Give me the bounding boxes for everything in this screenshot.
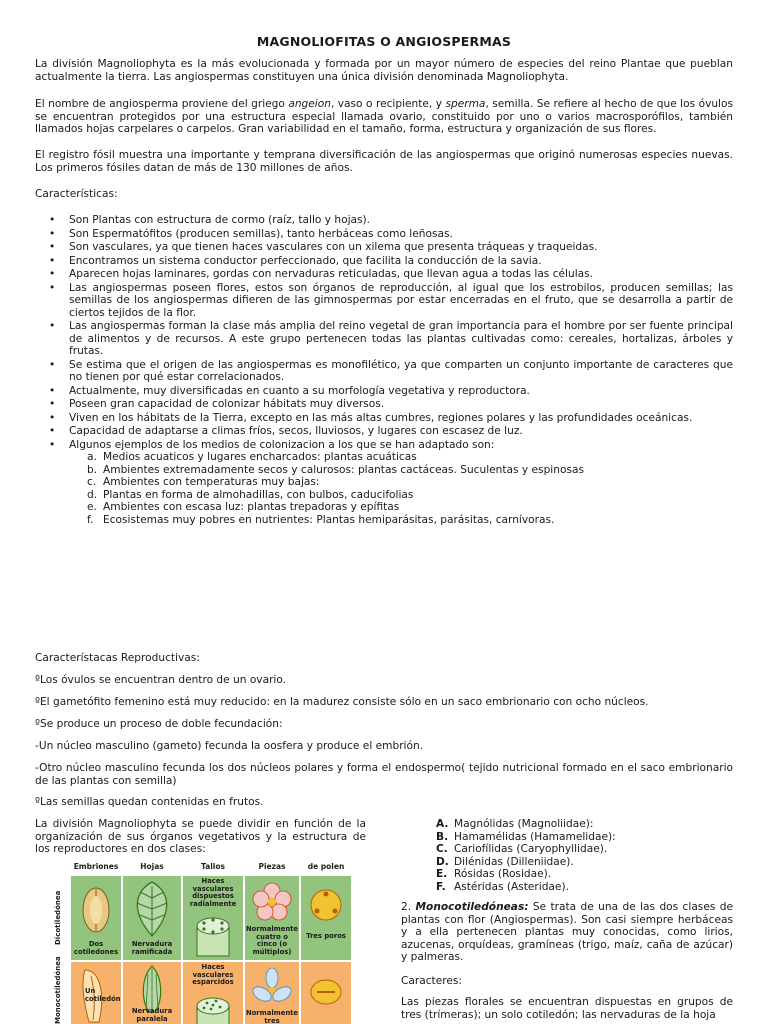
list-item: • Las angiospermas poseen flores, estos son órganos de reproducción, al igual que los estrobilos, producen semillas; las semillas de los angiospermas difieren de las gimnospermas por estar encerradas en el fruto, que se desarrolla a partir de ciertos tejidos de la flor. xyxy=(49,281,733,319)
list-item: D. Dilénidas (Dilleniidae). xyxy=(436,855,574,868)
list-item: A. Magnólidas (Magnoliidae): xyxy=(436,818,594,830)
stem-scattered-bundles-icon xyxy=(183,996,243,1024)
subclass-list xyxy=(436,818,736,893)
list-item: • Encontramos un sistema conductor perfeccionado, que facilita la conducción de la savia. xyxy=(49,254,542,267)
monocot-paragraph: 2. Monocotiledóneas: Se trata de una de las dos clases de plantas con flor (Angiospermas). Son casi siempre herbáceas y a ella pertenecen plantas muy conocidas, como lirios, azucenas, orquídeas, gramíneas (trigo, maíz, caña de azúcar) y palmeras. xyxy=(401,901,733,963)
row-label-dicot: Dicotiledónea xyxy=(54,890,62,946)
cell-dicot-embryo: Dos cotiledones xyxy=(70,875,122,961)
list-item: F. Astéridas (Asteridae). xyxy=(436,880,569,893)
fossil-paragraph: El registro fósil muestra una importante y temprana diversificación de las angiospermas que originó numerosas especies nuevas. Los primeros fósiles datan de más de 130 millones de años. xyxy=(35,149,733,174)
tricolpate-pollen-icon xyxy=(301,880,351,930)
figure-header: Hojas xyxy=(140,862,164,871)
reproductive-line: -Un núcleo masculino (gameto) fecunda la oosfera y produce el embrión. xyxy=(35,740,424,752)
sublist-item: d. Plantas en forma de almohadillas, con bulbos, caducifolias xyxy=(87,488,414,501)
reproductive-heading: Característacas Reproductivas: xyxy=(35,652,200,664)
list-item-colonization: • Algunos ejemplos de los medios de colonizacion a los que se han adaptado son: a. Medios acuaticos y lugares encharcados: plantas acuáticas b. Ambientes extremadamente secos y calurosos: plantas cactáceas. Suculentas y espinosas c. Ambientes con temperaturas muy bajas: d. Plantas en forma de almohadillas, con bulbos, caducifolias e. Ambientes con escasa luz: plantas trepadoras y epífitas f. Ecosistemas muy pobres en nutrientes: Plantas hemiparásitas, parásitas, carnívoras. xyxy=(35,439,733,527)
monocolpate-pollen-icon xyxy=(301,972,351,1012)
cell-monocot-stem: Haces vasculares esparcidos xyxy=(182,961,244,1024)
reproductive-line: ºSe produce un proceso de doble fecundación: xyxy=(35,718,283,730)
sublist-item: e. Ambientes con escasa luz: plantas trepadoras y epífitas xyxy=(87,501,400,513)
dicot-monocot-figure xyxy=(52,861,352,1024)
five-petal-flower-icon xyxy=(245,878,299,928)
cell-dicot-pollen: Tres poros xyxy=(300,875,352,961)
greek-word-sperma: sperma xyxy=(445,98,486,110)
net-veined-leaf-icon xyxy=(123,878,181,942)
row-label-monocot: Monocotiledónea xyxy=(54,956,62,1024)
reproductive-line: ºLas semillas quedan contenidas en frutos. xyxy=(35,796,264,808)
sublist-item: a. Medios acuaticos y lugares encharcados: plantas acuáticas xyxy=(87,451,417,463)
cell-monocot-leaf: Nervadura paralela xyxy=(122,961,182,1024)
stem-radial-bundles-icon xyxy=(183,914,243,958)
list-item: • Viven en los hábitats de la Tierra, excepto en las más altas cumbres, regiones polares y las profundidades oceánicas. xyxy=(49,411,693,424)
division-paragraph: La división Magnoliophyta se puede dividir en función de la organización de sus órganos vegetativos y la estructura de los reproductores en dos clases: xyxy=(35,818,366,855)
characteristics-list xyxy=(35,214,733,527)
sublist-item: c. Ambientes con temperaturas muy bajas: xyxy=(87,476,320,488)
list-item: • Son Plantas con estructura de cormo (raíz, tallo y hojas). xyxy=(49,214,371,226)
figure-header: Piezas xyxy=(258,862,286,871)
figure-header: Embriones xyxy=(73,862,119,871)
list-item: B. Hamamélidas (Hamamelidae): xyxy=(436,830,616,843)
list-item: • Las angiospermas forman la clase más amplia del reino vegetal de gran importancia para el hombre por ser fuente principal de alimentos y de recursos. A este grupo pertenecen todas las plantas cultivadas como: cereales, hortalizas, árboles y frutas. xyxy=(49,320,733,357)
two-cotyledon-icon xyxy=(71,880,121,940)
reproductive-line: -Otro núcleo masculino fecunda los dos núcleos polares y forma el endospermo( tejido nutricional formado en el saco embrionario de las plantas con semilla) xyxy=(35,762,733,787)
monocot-term: Monocotiledóneas: xyxy=(415,901,529,913)
etymology-paragraph: El nombre de angiosperma proviene del griego angeion, vaso o recipiente, y sperma, semilla. Se refiere al hecho de que los óvulos se encuentran protegidos por una estructura especial llamada ovario, constituido por uno o varios macrosporófilos, también llamados hojas carpelares o carpelos. Gran variabilidad en el tamaño, forma, estructura y organización de sus flores. xyxy=(35,98,733,135)
list-item: • Actualmente, muy diversificadas en cuanto a su morfología vegetativa y reproductora. xyxy=(49,384,530,397)
list-item: • Son vasculares, ya que tienen haces vasculares con un xilema que presenta tráqueas y traqueidas. xyxy=(49,241,598,253)
reproductive-line: ºLos óvulos se encuentran dentro de un ovario. xyxy=(35,674,287,686)
list-item: • Son Espermatófitos (producen semillas), tanto herbáceas como leñosas. xyxy=(49,227,453,240)
intro-paragraph: La división Magnoliophyta es la más evolucionada y formada por un mayor número de especies del reino Plantae que pueblan actualmente la tierra. Las angiospermas constituyen una única división denominada Magnoliophyta. xyxy=(35,58,733,83)
page-title: MAGNOLIOFITAS O ANGIOSPERMAS xyxy=(256,34,512,49)
cell-monocot-flower: Normalmente tres xyxy=(244,961,300,1024)
characteristics-heading: Características: xyxy=(35,188,118,200)
cell-dicot-stem: Haces vasculares dispuestos radialmente xyxy=(182,875,244,961)
list-item: • Se estima que el origen de las angiospermas es monofilético, ya que comparten un conjunto importante de caracteres que no tienen por qué estar correlacionados. xyxy=(49,358,733,383)
reproductive-line: ºEl gametófito femenino está muy reducido: en la madurez consiste sólo en un saco embrionario con ocho núcleos. xyxy=(35,696,649,708)
list-item: • Poseen gran capacidad de colonizar hábitats muy diversos. xyxy=(49,398,385,410)
list-item: • Aparecen hojas laminares, gordas con nervaduras reticuladas, que llevan agua a todas las células. xyxy=(49,268,594,280)
list-item: C. Cariofílidas (Caryophyllidae). xyxy=(436,843,608,855)
cell-dicot-leaf: Nervadura ramificada xyxy=(122,875,182,961)
figure-header: de polen xyxy=(307,862,345,871)
monocot-pieces-paragraph: Las piezas florales se encuentran dispuestas en grupos de tres (trímeras); un solo cotiledón; las nervaduras de la hoja xyxy=(401,996,733,1021)
caracteres-heading: Caracteres: xyxy=(401,975,462,987)
greek-word-angeion: angeion xyxy=(288,98,331,110)
sublist-item: f. Ecosistemas muy pobres en nutrientes: Plantas hemiparásitas, parásitas, carnívoras. xyxy=(87,513,555,526)
cell-dicot-flower: Normalmente cuatro o cinco (o múltiplos) xyxy=(244,875,300,961)
list-item: • Capacidad de adaptarse a climas fríos, secos, lluviosos, y lugares con escasez de luz. xyxy=(49,425,523,437)
colonization-sublist xyxy=(69,451,733,526)
three-petal-flower-icon xyxy=(245,966,299,1010)
figure-header: Tallos xyxy=(201,862,225,871)
sublist-item: b. Ambientes extremadamente secos y calurosos: plantas cactáceas. Suculentas y espinosas xyxy=(87,463,584,476)
cell-monocot-pollen xyxy=(300,961,352,1024)
cell-monocot-embryo: Un cotiledón xyxy=(70,961,122,1024)
list-item: E. Rósidas (Rosidae). xyxy=(436,868,552,880)
